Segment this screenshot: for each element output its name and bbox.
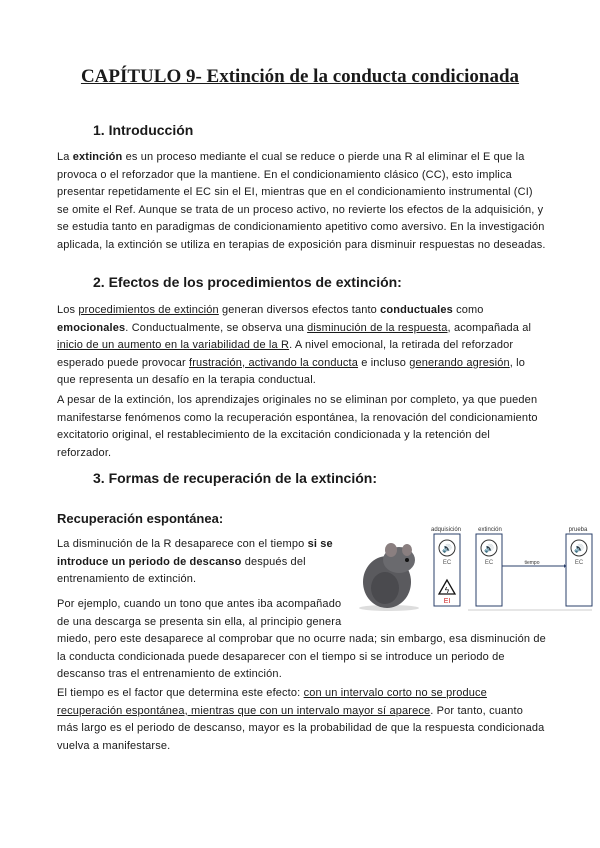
- text-run: . A nivel emocional, la retirada del reforzador esperado puede provocar: [57, 339, 514, 369]
- text-run: . Por tanto, cuanto más largo es el periodo de descanso, mayor es la probabilidad de que la respuesta condicionada vuelva a manifestarse.: [57, 704, 545, 752]
- phase-label-acquisition: adquisición: [430, 527, 462, 533]
- cs-label: EC: [574, 560, 584, 566]
- underlined-text: generando agresión: [409, 356, 510, 369]
- page-title: CAPÍTULO 9- Extinción de la conducta condicionada: [80, 66, 520, 87]
- phase-label-extinction: extinción: [478, 527, 502, 533]
- text-run: El tiempo es el factor que determina este efecto:: [57, 687, 304, 699]
- us-label: EI: [443, 598, 451, 605]
- time-label: tiempo: [524, 560, 540, 566]
- text-run: Por ejemplo, cuando un tono que antes iba acompañado de una descarga se presenta sin ella, al principio genera miedo, pero este desaparece al comprobar que no ocurre nada; sin embargo, esa disminución de la conducta condicionada puede desaparecer con el tiempo si se introduce un periodo de descanso tras el entrenamiento de extinción.: [57, 598, 546, 681]
- text-run: e incluso: [358, 356, 410, 369]
- svg-text:ϟ: ϟ: [444, 586, 450, 595]
- paragraph-effects-2: [57, 392, 547, 462]
- bold-text: extinción: [72, 151, 123, 163]
- text-run: , acompañada al: [447, 321, 532, 334]
- text-run: es un proceso mediante el cual se reduce o pierde una R al eliminar el E que la provoca o el reforzador que la mantiene. En el condicionamiento clásico (CC), esto implica presentar repetidamente el EC sin el EI, mientras que en el condicionamiento instrumental (CI) se omite el Ref. Aunque se trata de un proceso activo, no revierte los efectos de la adquisición, y se estudia tanto en paradigmas de condicionamiento apetitivo como aversivo. En la investigación aplicada, la extinción se utiliza en terapias de exposición para disminuir respuestas no deseadas.: [57, 151, 546, 251]
- cs-label: EC: [442, 560, 452, 566]
- extinction-diagram: [428, 524, 600, 612]
- text-run: después del entrenamiento de extinción.: [57, 555, 306, 586]
- text-run: A pesar de la extinción, los aprendizajes originales no se eliminan por completo, ya que pueden manifestarse fenómenos como la recuperación espontánea, la renovación del condicionamiento excitatorio original, el restablecimiento de la excitación condicionada y la retención del reforzador.: [57, 394, 538, 459]
- text-run: generan diversos efectos tanto: [218, 304, 381, 316]
- text-run: Los: [57, 304, 79, 316]
- text-run: como: [452, 304, 484, 316]
- speaker-icon: [481, 540, 497, 556]
- bold-text: si se introduce un periodo de descanso: [57, 538, 333, 568]
- speaker-icon: [439, 540, 455, 556]
- paragraph-recovery-1: [57, 536, 349, 589]
- text-run: La: [57, 151, 73, 163]
- text-run: La disminución de la R desaparece con el tiempo: [57, 538, 308, 550]
- speaker-icon: [571, 540, 587, 556]
- svg-text:🔊: 🔊: [484, 544, 494, 553]
- paragraph-intro: [57, 149, 547, 255]
- section-heading-recovery: 3. Formas de recuperación de la extinción:: [93, 470, 377, 486]
- cs-label: EC: [484, 560, 494, 566]
- underlined-text: con un intervalo corto no se produce recuperación espontánea, mientras que con un intervalo mayor sí aparece: [57, 687, 487, 717]
- text-run: , lo que representa un desafío en la terapia conductual.: [57, 356, 526, 387]
- paragraph-recovery-3: [57, 685, 547, 755]
- paragraph-effects-1: [57, 302, 547, 390]
- section-heading-effects: 2. Efectos de los procedimientos de extinción:: [93, 274, 402, 290]
- phase-label-test: prueba: [568, 527, 588, 533]
- bold-text: emocionales: [57, 321, 126, 334]
- subheading-spontaneous-recovery: Recuperación espontánea:: [57, 511, 224, 526]
- mouse-image: [355, 538, 425, 612]
- text-run: . Conductualmente, se observa una: [125, 321, 308, 334]
- svg-text:🔊: 🔊: [574, 544, 584, 553]
- underlined-text: inicio de un aumento en la variabilidad de la R: [57, 339, 290, 352]
- underlined-text: frustración, activando la conducta: [189, 356, 359, 369]
- shock-warning-icon: [439, 580, 455, 595]
- bold-text: conductuales: [380, 304, 453, 316]
- underlined-text: disminución de la respuesta: [307, 321, 448, 334]
- underlined-text: procedimientos de extinción: [78, 304, 219, 316]
- section-heading-intro: 1. Introducción: [93, 122, 194, 138]
- svg-text:🔊: 🔊: [442, 544, 452, 553]
